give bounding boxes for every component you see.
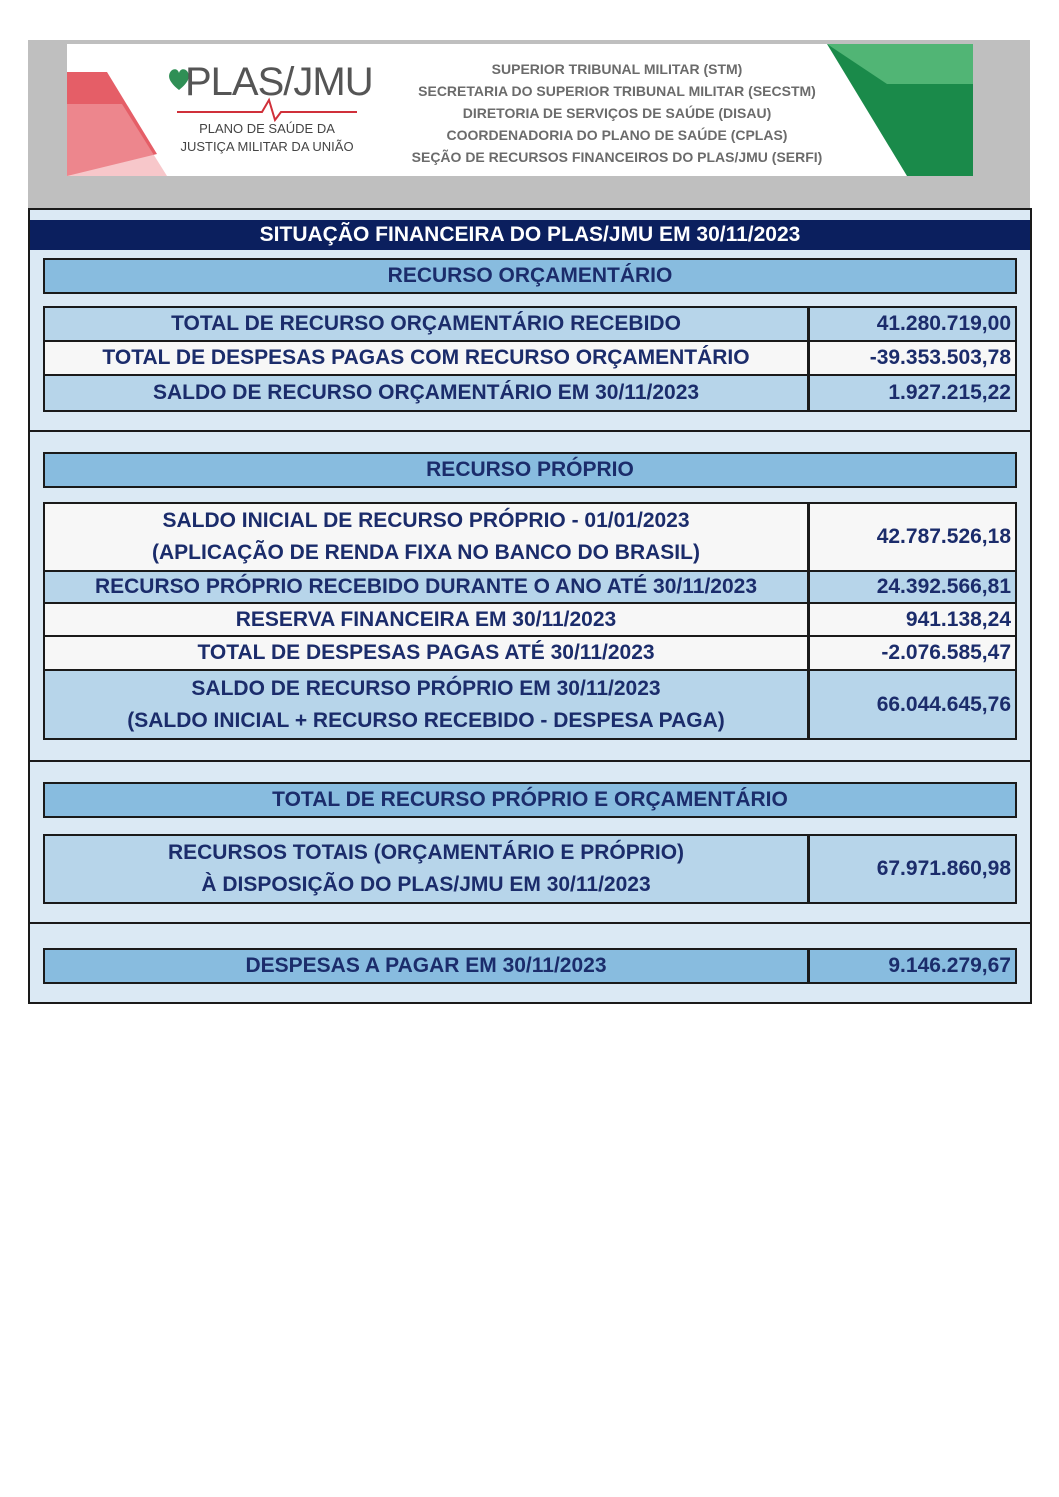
table-row <box>45 671 1015 738</box>
row-label <box>45 504 810 570</box>
section-heading-total: TOTAL DE RECURSO PRÓPRIO E ORÇAMENTÁRIO <box>43 782 1017 818</box>
row-value: -39.353.503,78 <box>869 346 1011 369</box>
row-label-line: (SALDO INICIAL + RECURSO RECEBIDO - DESPESA PAGA) <box>127 708 725 732</box>
row-label: TOTAL DE DESPESAS PAGAS ATÉ 30/11/2023 <box>45 637 810 669</box>
financial-report <box>28 208 1032 1004</box>
plas-jmu-logo <box>167 54 373 169</box>
row-label: TOTAL DE RECURSO ORÇAMENTÁRIO RECEBIDO <box>45 308 810 340</box>
row-label: DESPESAS A PAGAR EM 30/11/2023 <box>45 950 810 982</box>
section-heading-proprio: RECURSO PRÓPRIO <box>43 452 1017 488</box>
row-value: -2.076.585,47 <box>881 641 1011 664</box>
row-label: SALDO DE RECURSO ORÇAMENTÁRIO EM 30/11/2023 <box>45 376 810 410</box>
section-divider <box>30 922 1030 924</box>
institution-line: SEÇÃO DE RECURSOS FINANCEIROS DO PLAS/JMU (SERFI) <box>411 149 823 165</box>
logo-subtitle-2: JUSTIÇA MILITAR DA UNIÃO <box>180 139 354 154</box>
pulse-line-icon <box>167 92 367 122</box>
row-label <box>45 671 810 738</box>
row-label-line: SALDO INICIAL DE RECURSO PRÓPRIO - 01/01/2023 <box>162 509 690 532</box>
row-label-line: SALDO DE RECURSO PRÓPRIO EM 30/11/2023 <box>191 676 661 700</box>
table-row <box>45 308 1015 340</box>
row-value: 66.044.645,76 <box>876 692 1011 716</box>
row-label: RECURSO PRÓPRIO RECEBIDO DURANTE O ANO ATÉ 30/11/2023 <box>45 572 810 602</box>
row-label <box>45 836 810 902</box>
row-label-line: RECURSOS TOTAIS (ORÇAMENTÁRIO E PRÓPRIO) <box>167 841 685 864</box>
section-heading-orcamentario: RECURSO ORÇAMENTÁRIO <box>43 258 1017 294</box>
table-row <box>45 342 1015 374</box>
section-divider <box>30 430 1030 432</box>
table-a-pagar <box>43 948 1017 984</box>
logo-subtitle-1: PLANO DE SAÚDE DA <box>199 121 335 136</box>
table-row <box>45 836 1015 902</box>
row-label-line: (APLICAÇÃO DE RENDA FIXA NO BANCO DO BRASIL) <box>152 541 700 564</box>
row-label-line: À DISPOSIÇÃO DO PLAS/JMU EM 30/11/2023 <box>201 873 651 896</box>
institution-line: COORDENADORIA DO PLANO DE SAÚDE (CPLAS) <box>446 127 788 143</box>
section-divider <box>30 760 1030 762</box>
institution-lines <box>367 58 867 168</box>
institution-line: DIRETORIA DE SERVIÇOS DE SAÚDE (DISAU) <box>462 105 772 121</box>
table-orcamentario <box>43 306 1017 412</box>
row-label: RESERVA FINANCEIRA EM 30/11/2023 <box>45 604 810 635</box>
row-value: 41.280.719,00 <box>876 312 1011 335</box>
table-row <box>45 604 1015 635</box>
table-total <box>43 834 1017 904</box>
row-value: 941.138,24 <box>905 607 1011 631</box>
institution-line: SECRETARIA DO SUPERIOR TRIBUNAL MILITAR (SECSTM) <box>418 83 816 99</box>
table-row <box>45 572 1015 602</box>
table-row <box>45 637 1015 669</box>
logo-title: PLAS/JMU <box>185 60 373 104</box>
table-row <box>45 376 1015 410</box>
row-value: 67.971.860,98 <box>876 857 1011 880</box>
row-value: 24.392.566,81 <box>876 575 1011 598</box>
table-proprio <box>43 502 1017 740</box>
row-label: TOTAL DE DESPESAS PAGAS COM RECURSO ORÇAMENTÁRIO <box>45 342 810 374</box>
banner-card <box>67 44 973 176</box>
report-title: SITUAÇÃO FINANCEIRA DO PLAS/JMU EM 30/11/2023 <box>30 220 1030 250</box>
row-value: 42.787.526,18 <box>876 525 1011 548</box>
row-value: 1.927.215,22 <box>888 381 1011 404</box>
table-row <box>45 504 1015 570</box>
header-banner <box>28 40 1030 208</box>
table-row <box>45 950 1015 982</box>
institution-line: SUPERIOR TRIBUNAL MILITAR (STM) <box>491 61 743 77</box>
row-value: 9.146.279,67 <box>888 954 1011 977</box>
